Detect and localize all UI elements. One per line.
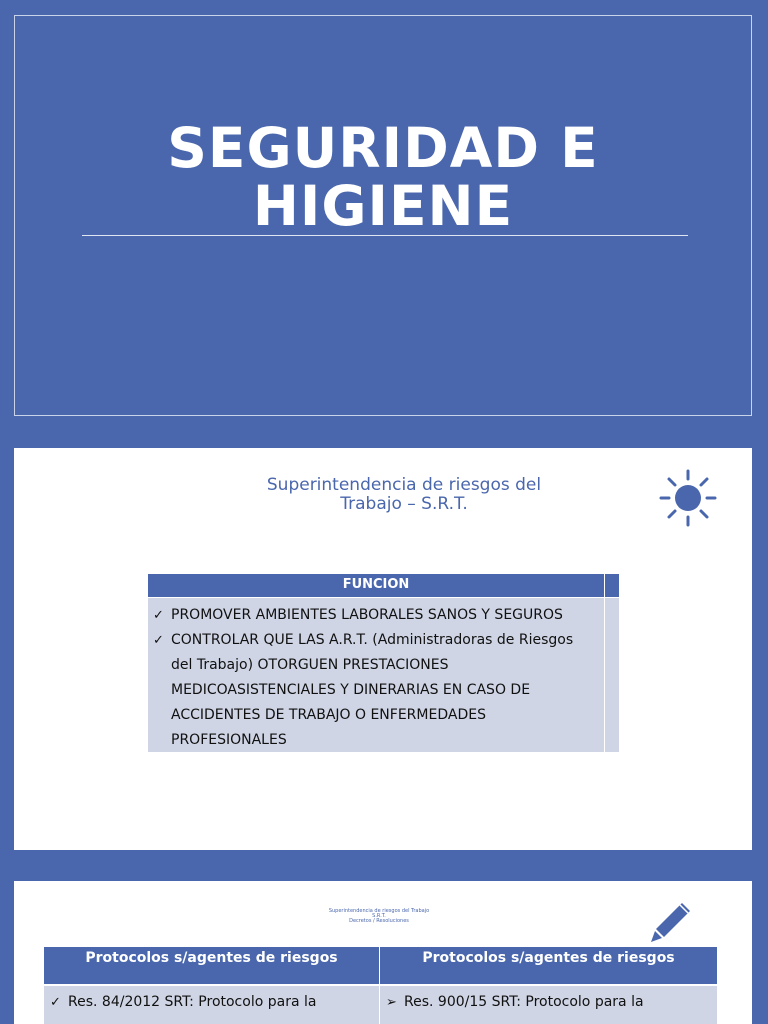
list-item-text-line: CONTROLAR QUE LAS A.R.T. (Administradoras de Riesgos [171, 632, 574, 648]
title-slide [14, 15, 752, 416]
function-header-label: FUNCION [342, 577, 410, 592]
srt-title-line-1: Superintendencia de riesgos del [266, 475, 542, 495]
checkmark-icon: ✓ [153, 633, 164, 648]
table-cell [380, 986, 717, 1024]
table-cell [44, 986, 380, 1024]
slide-title-line-2: HIGIENE [252, 174, 514, 238]
srt-title [154, 476, 654, 514]
list-item-text: PROMOVER AMBIENTES LABORALES SANOS Y SEGUROS [171, 607, 563, 623]
sun-icon [659, 469, 717, 527]
function-table-body [148, 598, 619, 752]
list-item-text-line: PROFESIONALES [171, 732, 287, 748]
mini-caption [279, 909, 479, 924]
list-item-text-line: del Trabajo) OTORGUEN PRESTACIONES [171, 657, 449, 673]
cell-text: Res. 84/2012 SRT: Protocolo para la [68, 994, 317, 1010]
body-column-divider [604, 598, 605, 752]
cell-text: Res. 900/15 SRT: Protocolo para la [404, 994, 644, 1010]
list-item-text-line: ACCIDENTES DE TRABAJO O ENFERMEDADES [171, 707, 486, 723]
mini-caption-line-1: Superintendencia de riesgos del Trabajo [328, 908, 430, 914]
pencil-icon [648, 899, 694, 945]
srt-function-slide [14, 448, 752, 850]
title-underline [82, 235, 688, 236]
list-item-text-line: MEDICOASISTENCIALES Y DINERARIAS EN CASO DE [171, 682, 531, 698]
header-column-divider [604, 574, 605, 597]
table-row [44, 986, 717, 1024]
mini-caption-line-3: Decretos / Resoluciones [349, 918, 409, 924]
column-header: Protocolos s/agentes de riesgos [380, 947, 717, 984]
checkmark-icon: ✓ [50, 995, 61, 1010]
slide-title [15, 116, 751, 238]
function-table [148, 574, 619, 752]
checkmark-icon: ✓ [153, 608, 164, 623]
function-list [148, 598, 602, 753]
column-header: Protocolos s/agentes de riesgos [44, 947, 380, 984]
srt-title-line-2: Trabajo – S.R.T. [340, 494, 468, 514]
protocols-table-header [44, 947, 717, 984]
protocols-slide [14, 881, 752, 1024]
list-item [148, 603, 602, 628]
mini-caption-line-2: S.R.T. [372, 913, 386, 919]
arrow-bullet-icon: ➢ [386, 995, 397, 1010]
protocols-table [44, 947, 717, 1024]
list-item [148, 628, 602, 753]
function-table-header [148, 574, 619, 598]
slide-title-line-1: SEGURIDAD E [167, 116, 599, 180]
